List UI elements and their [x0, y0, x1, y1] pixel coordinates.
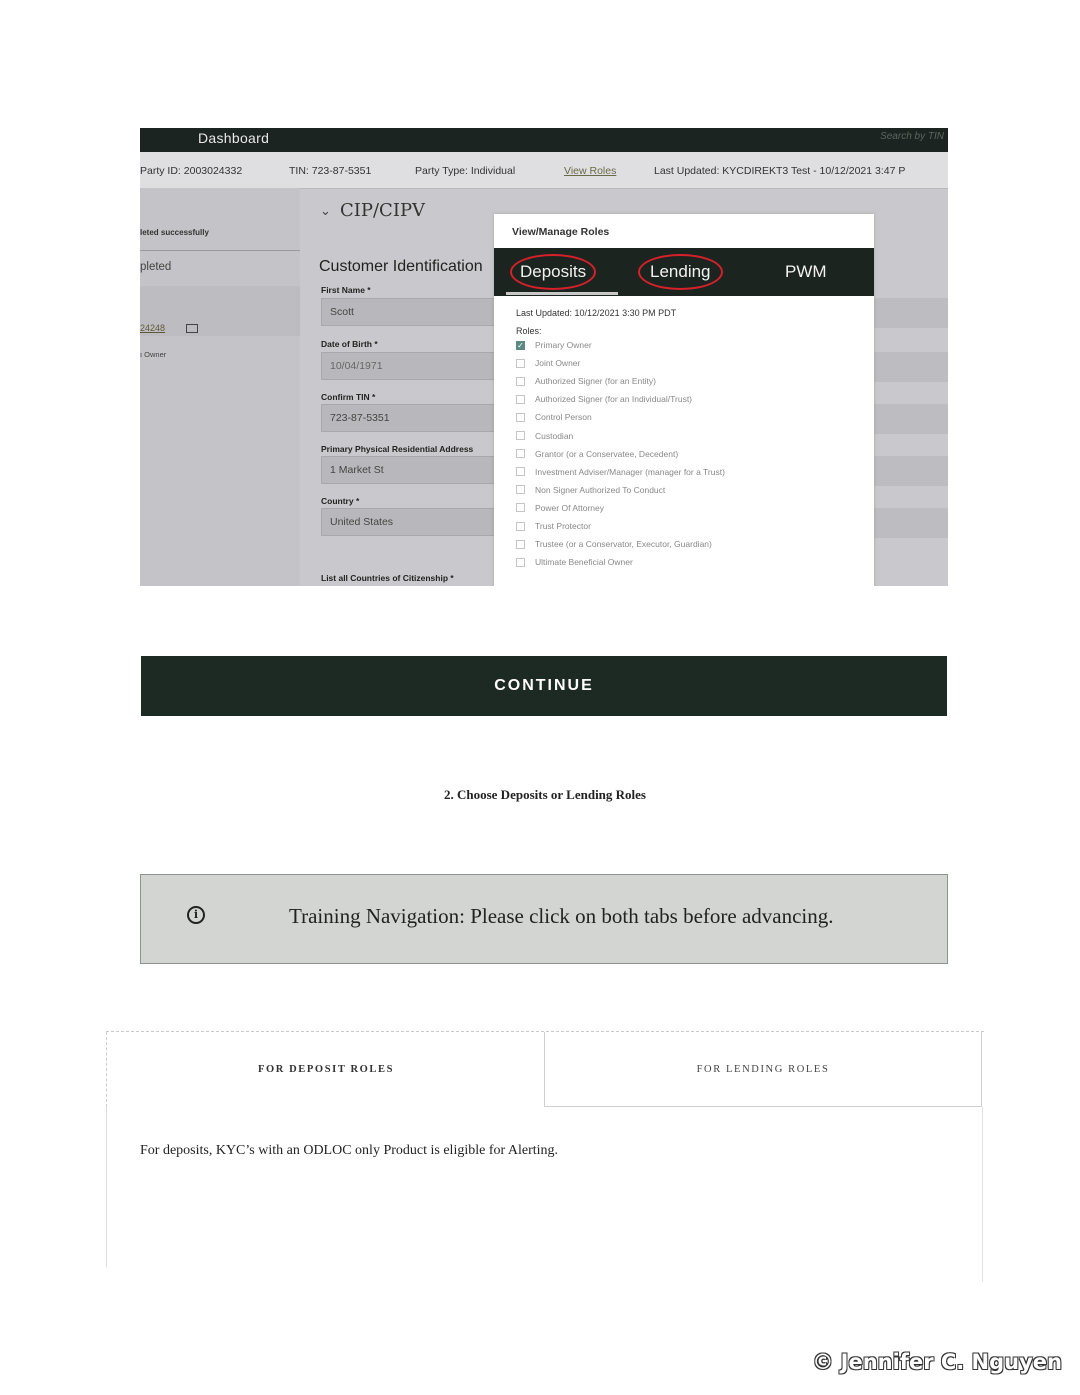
- party-link[interactable]: 24248: [140, 323, 166, 333]
- search-by-tin[interactable]: Search by TIN: [880, 131, 944, 142]
- role-label: Trustee (or a Conservator, Executor, Guardian): [535, 539, 712, 550]
- tab-deposits[interactable]: Deposits: [510, 254, 596, 290]
- role-option[interactable]: [516, 517, 591, 535]
- view-manage-roles-modal: [494, 214, 874, 586]
- dashboard-bar: [140, 128, 948, 152]
- role-option[interactable]: [516, 535, 712, 553]
- role-label: Investment Adviser/Manager (manager for a Trust): [535, 466, 725, 477]
- role-label: Joint Owner: [535, 358, 581, 369]
- completed-label: pleted: [140, 261, 172, 273]
- checkbox-icon[interactable]: [516, 467, 525, 476]
- tab-pwm[interactable]: PWM: [785, 262, 827, 281]
- confirm-tin-label: Confirm TIN *: [321, 392, 376, 402]
- address-label: Primary Physical Residential Address: [321, 444, 474, 454]
- checkbox-icon[interactable]: [516, 431, 525, 440]
- field-band: [871, 508, 948, 538]
- role-label: Power Of Attorney: [535, 502, 604, 513]
- role-option[interactable]: [516, 372, 656, 390]
- customer-identification-heading: Customer Identification: [319, 258, 483, 275]
- step-caption: 2. Choose Deposits or Lending Roles: [443, 787, 646, 802]
- info-icon: i: [187, 906, 205, 924]
- checkbox-icon[interactable]: [516, 522, 525, 531]
- view-roles-link[interactable]: View Roles: [564, 165, 617, 177]
- roles-tab-bar: [494, 248, 874, 296]
- checkbox-icon[interactable]: [516, 359, 525, 368]
- panel-border: [106, 1107, 107, 1267]
- role-label: Grantor (or a Conservatee, Decedent): [535, 448, 679, 459]
- role-label: Custodian: [535, 430, 574, 441]
- checkbox-icon[interactable]: [516, 449, 525, 458]
- roles-label: Roles:: [516, 326, 542, 336]
- role-label: Ultimate Beneficial Owner: [535, 557, 633, 568]
- dob-value: 10/04/1971: [330, 360, 383, 372]
- left-panel: [140, 188, 300, 586]
- continue-button[interactable]: CONTINUE: [141, 656, 947, 716]
- party-type: Party Type: Individual: [415, 165, 516, 177]
- role-option[interactable]: [516, 463, 725, 481]
- role-label: Authorized Signer (for an Entity): [535, 376, 656, 387]
- checkbox-icon[interactable]: [516, 558, 525, 567]
- checkbox-icon[interactable]: [516, 413, 525, 422]
- dob-label: Date of Birth *: [321, 339, 378, 349]
- role-option[interactable]: [516, 499, 604, 517]
- owner-label: ı Owner: [140, 350, 167, 359]
- address-value: 1 Market St: [330, 464, 384, 476]
- role-option[interactable]: [516, 336, 592, 354]
- mail-icon[interactable]: [186, 324, 198, 333]
- active-tab-indicator: [506, 292, 618, 295]
- divider: [140, 250, 300, 251]
- checkbox-icon[interactable]: [516, 395, 525, 404]
- field-band: [871, 404, 948, 434]
- role-tabs: [106, 1031, 984, 1108]
- role-option[interactable]: [516, 445, 678, 463]
- section-title[interactable]: CIP/CIPV: [340, 200, 426, 221]
- panel-border: [982, 1107, 983, 1282]
- field-band: [871, 298, 948, 328]
- notice-text: Training Navigation: Please click on both tabs before advancing.: [289, 904, 834, 928]
- role-label: Control Person: [535, 412, 592, 423]
- dashboard-title[interactable]: Dashboard: [198, 130, 270, 146]
- first-name-value: Scott: [330, 306, 354, 318]
- confirm-tin-value: 723-87-5351: [330, 412, 390, 424]
- party-id: Party ID: 2003024332: [140, 165, 243, 177]
- role-option[interactable]: [516, 427, 573, 445]
- checkbox-icon[interactable]: [516, 377, 525, 386]
- checkbox-icon[interactable]: [516, 485, 525, 494]
- tab-lending[interactable]: Lending: [638, 254, 723, 290]
- last-updated: Last Updated: KYCDIREKT3 Test - 10/12/2021 3:47 P: [654, 165, 906, 177]
- modal-last-updated: Last Updated: 10/12/2021 3:30 PM PDT: [516, 308, 677, 318]
- role-label: Non Signer Authorized To Conduct: [535, 484, 666, 495]
- checkbox-icon[interactable]: [516, 540, 525, 549]
- embedded-screenshot: [140, 128, 948, 586]
- chevron-down-icon[interactable]: ⌄: [320, 203, 331, 218]
- tin: TIN: 723-87-5351: [289, 165, 372, 177]
- country-label: Country *: [321, 496, 360, 506]
- tab-lending-roles[interactable]: FOR LENDING ROLES: [544, 1032, 982, 1107]
- role-option[interactable]: [516, 481, 665, 499]
- first-name-label: First Name *: [321, 285, 371, 295]
- party-info-strip: [140, 152, 948, 189]
- modal-title: View/Manage Roles: [512, 226, 610, 238]
- role-label: Primary Owner: [535, 340, 592, 350]
- country-value: United States: [330, 516, 394, 528]
- checkbox-icon[interactable]: [516, 503, 525, 512]
- role-option[interactable]: [516, 354, 580, 372]
- checkbox-checked-icon[interactable]: ✓: [517, 340, 524, 350]
- citizenship-label: List all Countries of Citizenship *: [321, 573, 454, 583]
- role-option[interactable]: [516, 408, 592, 426]
- deposit-note: For deposits, KYC’s with an ODLOC only Product is eligible for Alerting.: [140, 1143, 559, 1158]
- training-notice: [140, 874, 948, 964]
- role-option[interactable]: [516, 390, 692, 408]
- tab-deposit-roles[interactable]: FOR DEPOSIT ROLES: [106, 1032, 545, 1107]
- copyright-watermark: © Jennifer C. Nguyen: [812, 1350, 1062, 1374]
- deleted-message: leted successfully: [140, 228, 209, 237]
- field-band: [871, 456, 948, 486]
- role-label: Trust Protector: [535, 521, 591, 531]
- role-label: Authorized Signer (for an Individual/Trust): [535, 394, 693, 405]
- field-band: [871, 352, 948, 382]
- role-option[interactable]: [516, 553, 633, 571]
